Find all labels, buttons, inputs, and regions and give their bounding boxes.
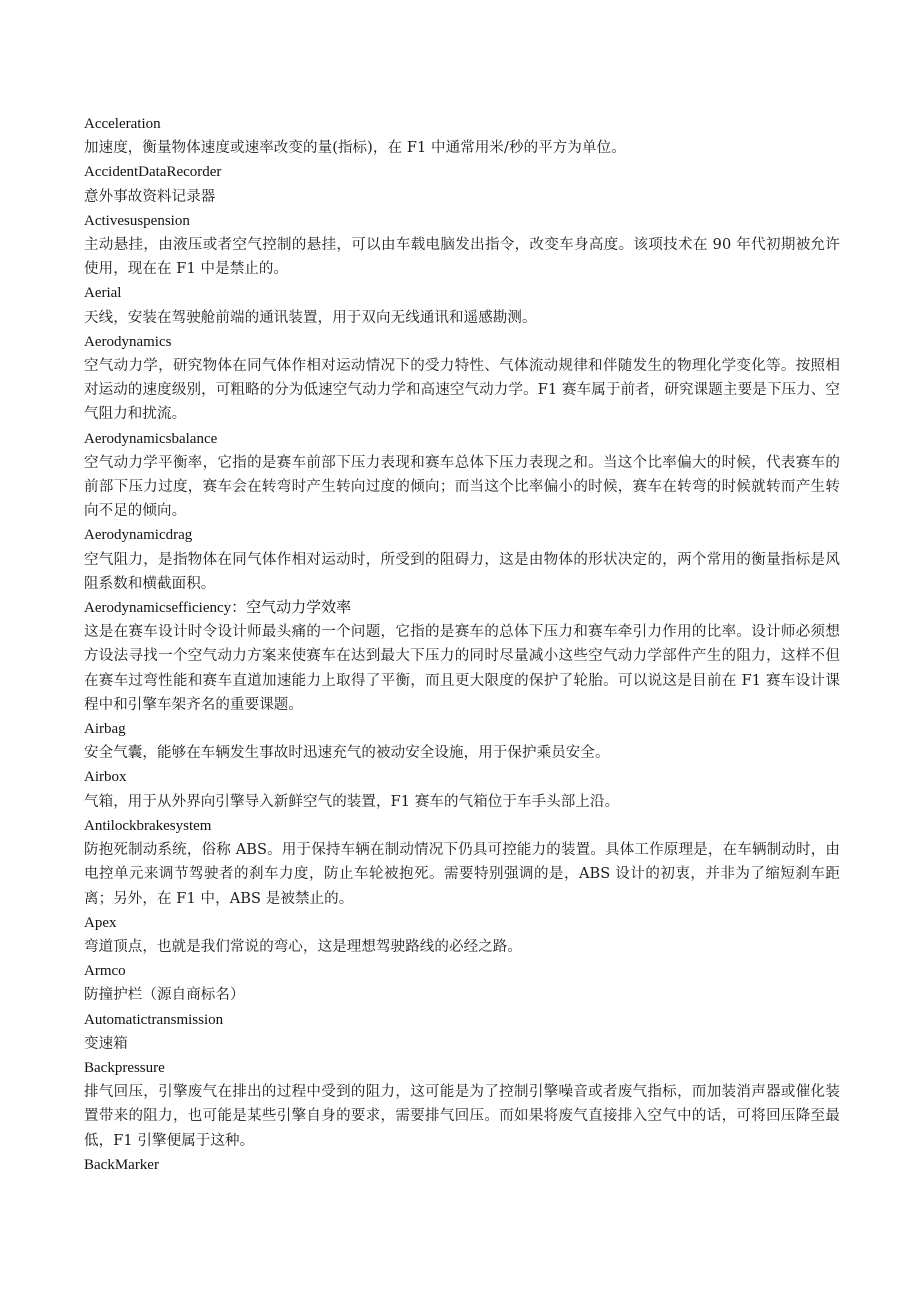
definition: 意外事故资料记录器 xyxy=(84,188,216,205)
term: Activesuspension xyxy=(84,212,190,229)
definition: 排气回压，引擎废气在排出的过程中受到的阻力，这可能是为了控制引擎噪音或者废气指标，而加装消声器或催化装置带来的阻力，也可能是某些引擎自身的要求，需要排气回压。而如果将废气直接排入空气中的话，可将回压降至最低，F1 引擎便属于这种。 xyxy=(84,1084,840,1149)
term: Backpressure xyxy=(84,1059,165,1076)
definition: 防撞护栏（源自商标名） xyxy=(84,987,245,1004)
definition: 空气阻力，是指物体在同气体作相对运动时，所受到的阻碍力，这是由物体的形状决定的，两个常用的衡量指标是风阻系数和横截面积。 xyxy=(84,551,840,592)
definition: 加速度，衡量物体速度或速率改变的量(指标)，在 F1 中通常用米/秒的平方为单位。 xyxy=(84,140,626,157)
term: Antilockbrakesystem xyxy=(84,817,212,834)
definition: 变速箱 xyxy=(84,1035,128,1052)
glossary-entry xyxy=(84,1153,840,1177)
term: BackMarker xyxy=(84,1156,159,1173)
term: AccidentDataRecorder xyxy=(84,164,222,181)
glossary-entry xyxy=(84,427,840,524)
glossary-entry xyxy=(84,814,840,911)
term: Armco xyxy=(84,963,126,980)
definition: 防抱死制动系统，俗称 ABS。用于保持车辆在制动情况下仍具可控能力的装置。具体工作原理是，在车辆制动时，由电控单元来调节驾驶者的刹车力度，防止车轮被抱死。需要特别强调的是，ABS 设计的初衷，并非为了缩短刹车距离；另外，在 F1 中，ABS 是被禁止的。 xyxy=(84,842,840,907)
term: Airbox xyxy=(84,769,127,786)
glossary-entry xyxy=(84,112,840,160)
glossary-entry xyxy=(84,959,840,1007)
glossary-entry xyxy=(84,523,840,596)
definition: 天线，安装在驾驶舱前端的通讯装置，用于双向无线通讯和遥感勘测。 xyxy=(84,309,537,326)
definition: 主动悬挂，由液压或者空气控制的悬挂，可以由车载电脑发出指令，改变车身高度。该项技术在 90 年代初期被允许使用，现在在 F1 中是禁止的。 xyxy=(84,237,840,278)
definition: 空气动力学，研究物体在同气体作相对运动情况下的受力特性、气体流动规律和伴随发生的物理化学变化等。按照相对运动的速度级别，可粗略的分为低速空气动力学和高速空气动力学。F1 赛车属于前者，研究课题主要是下压力、空气阻力和扰流。 xyxy=(84,358,840,423)
glossary-entry xyxy=(84,765,840,813)
glossary-entry xyxy=(84,1056,840,1153)
term: Airbag xyxy=(84,721,126,738)
term: Apex xyxy=(84,914,117,931)
glossary-entry xyxy=(84,160,840,208)
glossary-entry xyxy=(84,717,840,765)
term: Aerial xyxy=(84,285,122,302)
term: Aerodynamics xyxy=(84,333,172,350)
definition: 安全气囊，能够在车辆发生事故时迅速充气的被动安全设施，用于保护乘员安全。 xyxy=(84,745,610,762)
glossary-entry xyxy=(84,281,840,329)
term: Acceleration xyxy=(84,116,161,132)
glossary-entry xyxy=(84,209,840,282)
definition: 气箱，用于从外界向引擎导入新鲜空气的装置，F1 赛车的气箱位于车手头部上沿。 xyxy=(84,793,620,810)
glossary-entry xyxy=(84,1008,840,1056)
definition: 弯道顶点，也就是我们常说的弯心，这是理想驾驶路线的必经之路。 xyxy=(84,938,522,955)
glossary-page xyxy=(84,112,840,1177)
term: Aerodynamicsefficiency：空气动力学效率 xyxy=(84,600,352,617)
definition: 这是在赛车设计时令设计师最头痛的一个问题，它指的是赛车的总体下压力和赛车牵引力作用的比率。设计师必须想方设法寻找一个空气动力方案来使赛车在达到最大下压力的同时尽量减小这些空气动力学部件产生的阻力，这样不但在赛车过弯性能和赛车直道加速能力上取得了平衡，而且更大限度的保护了轮胎。可以说这是目前在 F1 赛车设计课程中和引擎车架齐名的重要课题。 xyxy=(84,624,840,713)
definition: 空气动力学平衡率，它指的是赛车前部下压力表现和赛车总体下压力表现之和。当这个比率偏大的时候，代表赛车的前部下压力过度，赛车会在转弯时产生转向过度的倾向；而当这个比率偏小的时候，赛车在转弯的时候就转而产生转向不足的倾向。 xyxy=(84,454,840,520)
term: Aerodynamicdrag xyxy=(84,527,193,544)
glossary-entry xyxy=(84,596,840,717)
term: Aerodynamicsbalance xyxy=(84,430,218,447)
glossary-entry xyxy=(84,330,840,427)
term: Automatictransmission xyxy=(84,1011,224,1028)
glossary-entry xyxy=(84,911,840,959)
